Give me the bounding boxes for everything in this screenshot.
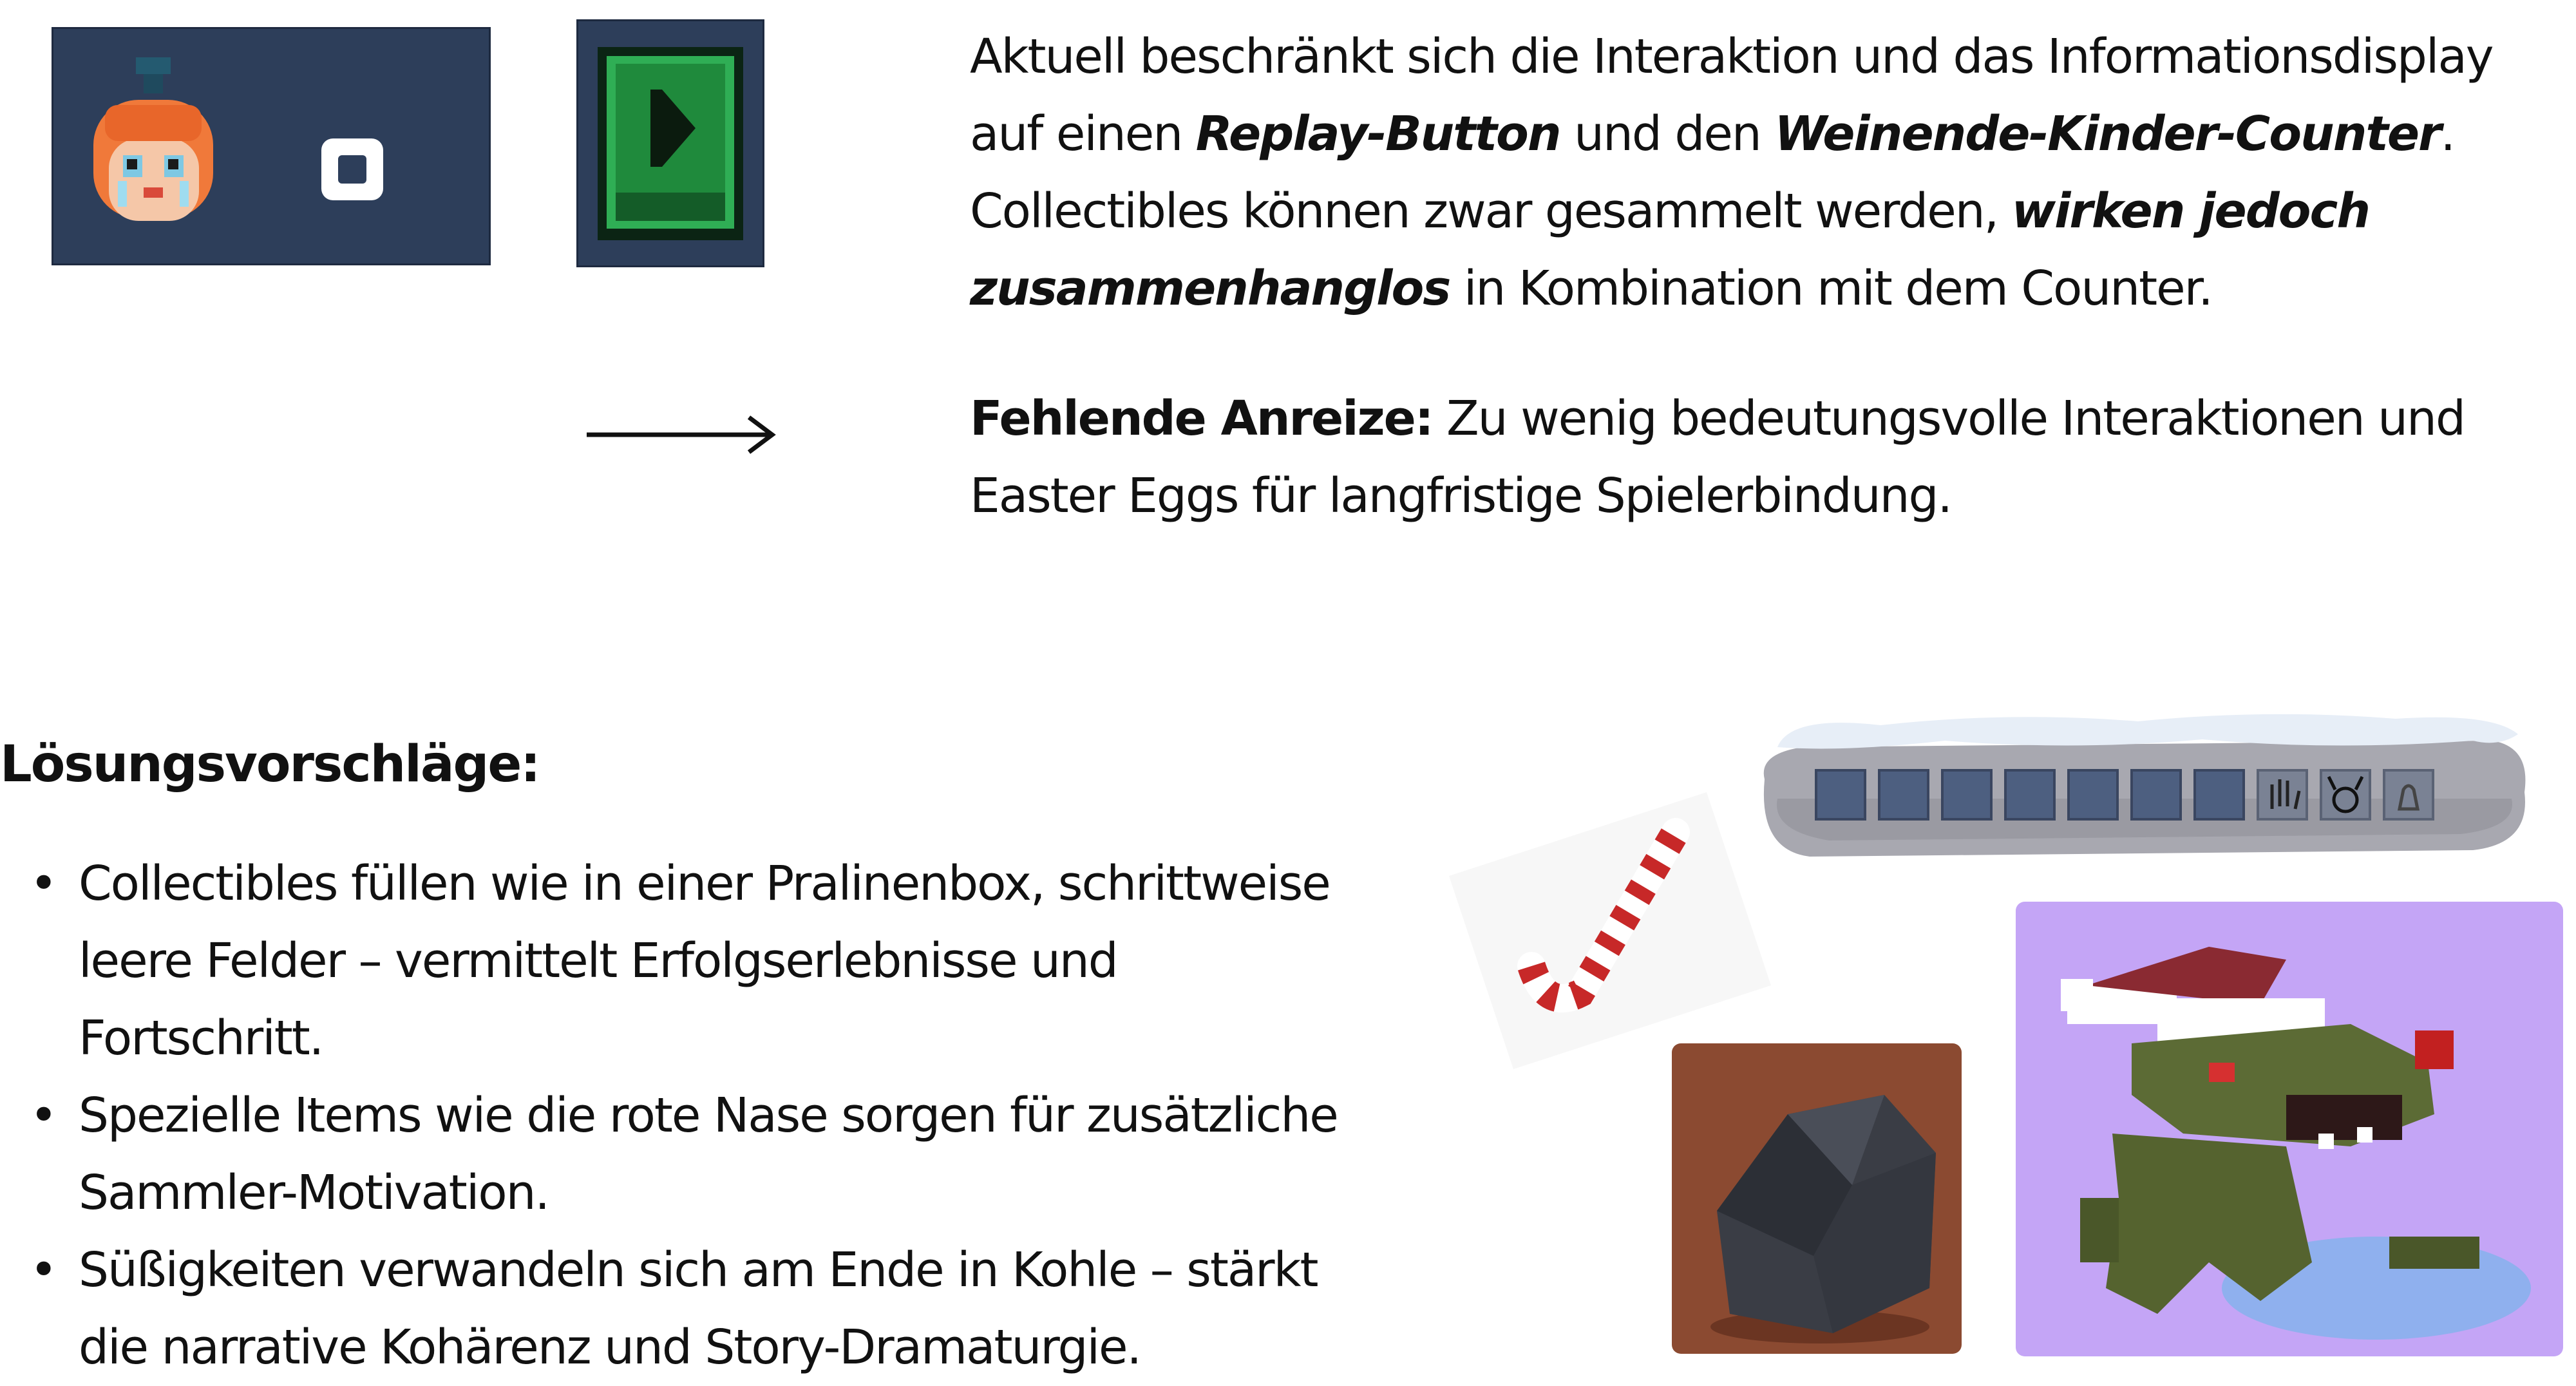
- coal-image: [1672, 1043, 1962, 1354]
- current-state-text: Aktuell beschränkt sich die Interaktion und das Informationsdisplay auf einen Replay-Button und den Weinende-Kinder-Counter. Collectibles können zwar gesammelt werden, wirken jedoch zusammenhanglos in Kombination mit dem Counter.: [970, 29, 2493, 316]
- replay-play-icon: [578, 21, 762, 265]
- coal-icon: [1672, 1043, 1962, 1354]
- candy-cane-icon: [1449, 792, 1771, 1069]
- list-item: • Collectibles füllen wie in einer Pralinenbox, schrittweise leere Felder – vermittelt Erfolgserlebnisse und Fortschritt.: [30, 856, 1330, 1066]
- list-item: • Süßigkeiten verwandeln sich am Ende in Kohle – stärkt die narrative Kohärenz und Story-Dramaturgie.: [30, 1242, 1318, 1375]
- solutions-heading: Lösungsvorschläge:: [0, 736, 540, 793]
- hud-panel: [52, 27, 491, 265]
- missing-incentives-text: Fehlende Anreize: Zu wenig bedeutungsvolle Interaktionen und Easter Eggs für langfristige Spielerbindung.: [970, 391, 2465, 524]
- candy-cane-image: [1449, 792, 1771, 1069]
- goblin-santa-hat-icon: [2016, 902, 2563, 1356]
- list-item: • Spezielle Items wie die rote Nase sorgen für zusätzliche Sammler-Motivation.: [30, 1088, 1338, 1220]
- crying-child-icon: [53, 29, 489, 263]
- missing-incentives-label: Fehlende Anreize:: [970, 391, 1433, 446]
- snowy-inventory-bar: [1752, 702, 2531, 863]
- goblin-image: [2016, 902, 2563, 1356]
- counter-square-icon: [316, 133, 388, 205]
- replay-button[interactable]: [576, 19, 764, 267]
- right-arrow-icon: [583, 412, 782, 457]
- solutions-list: [0, 845, 1378, 1386]
